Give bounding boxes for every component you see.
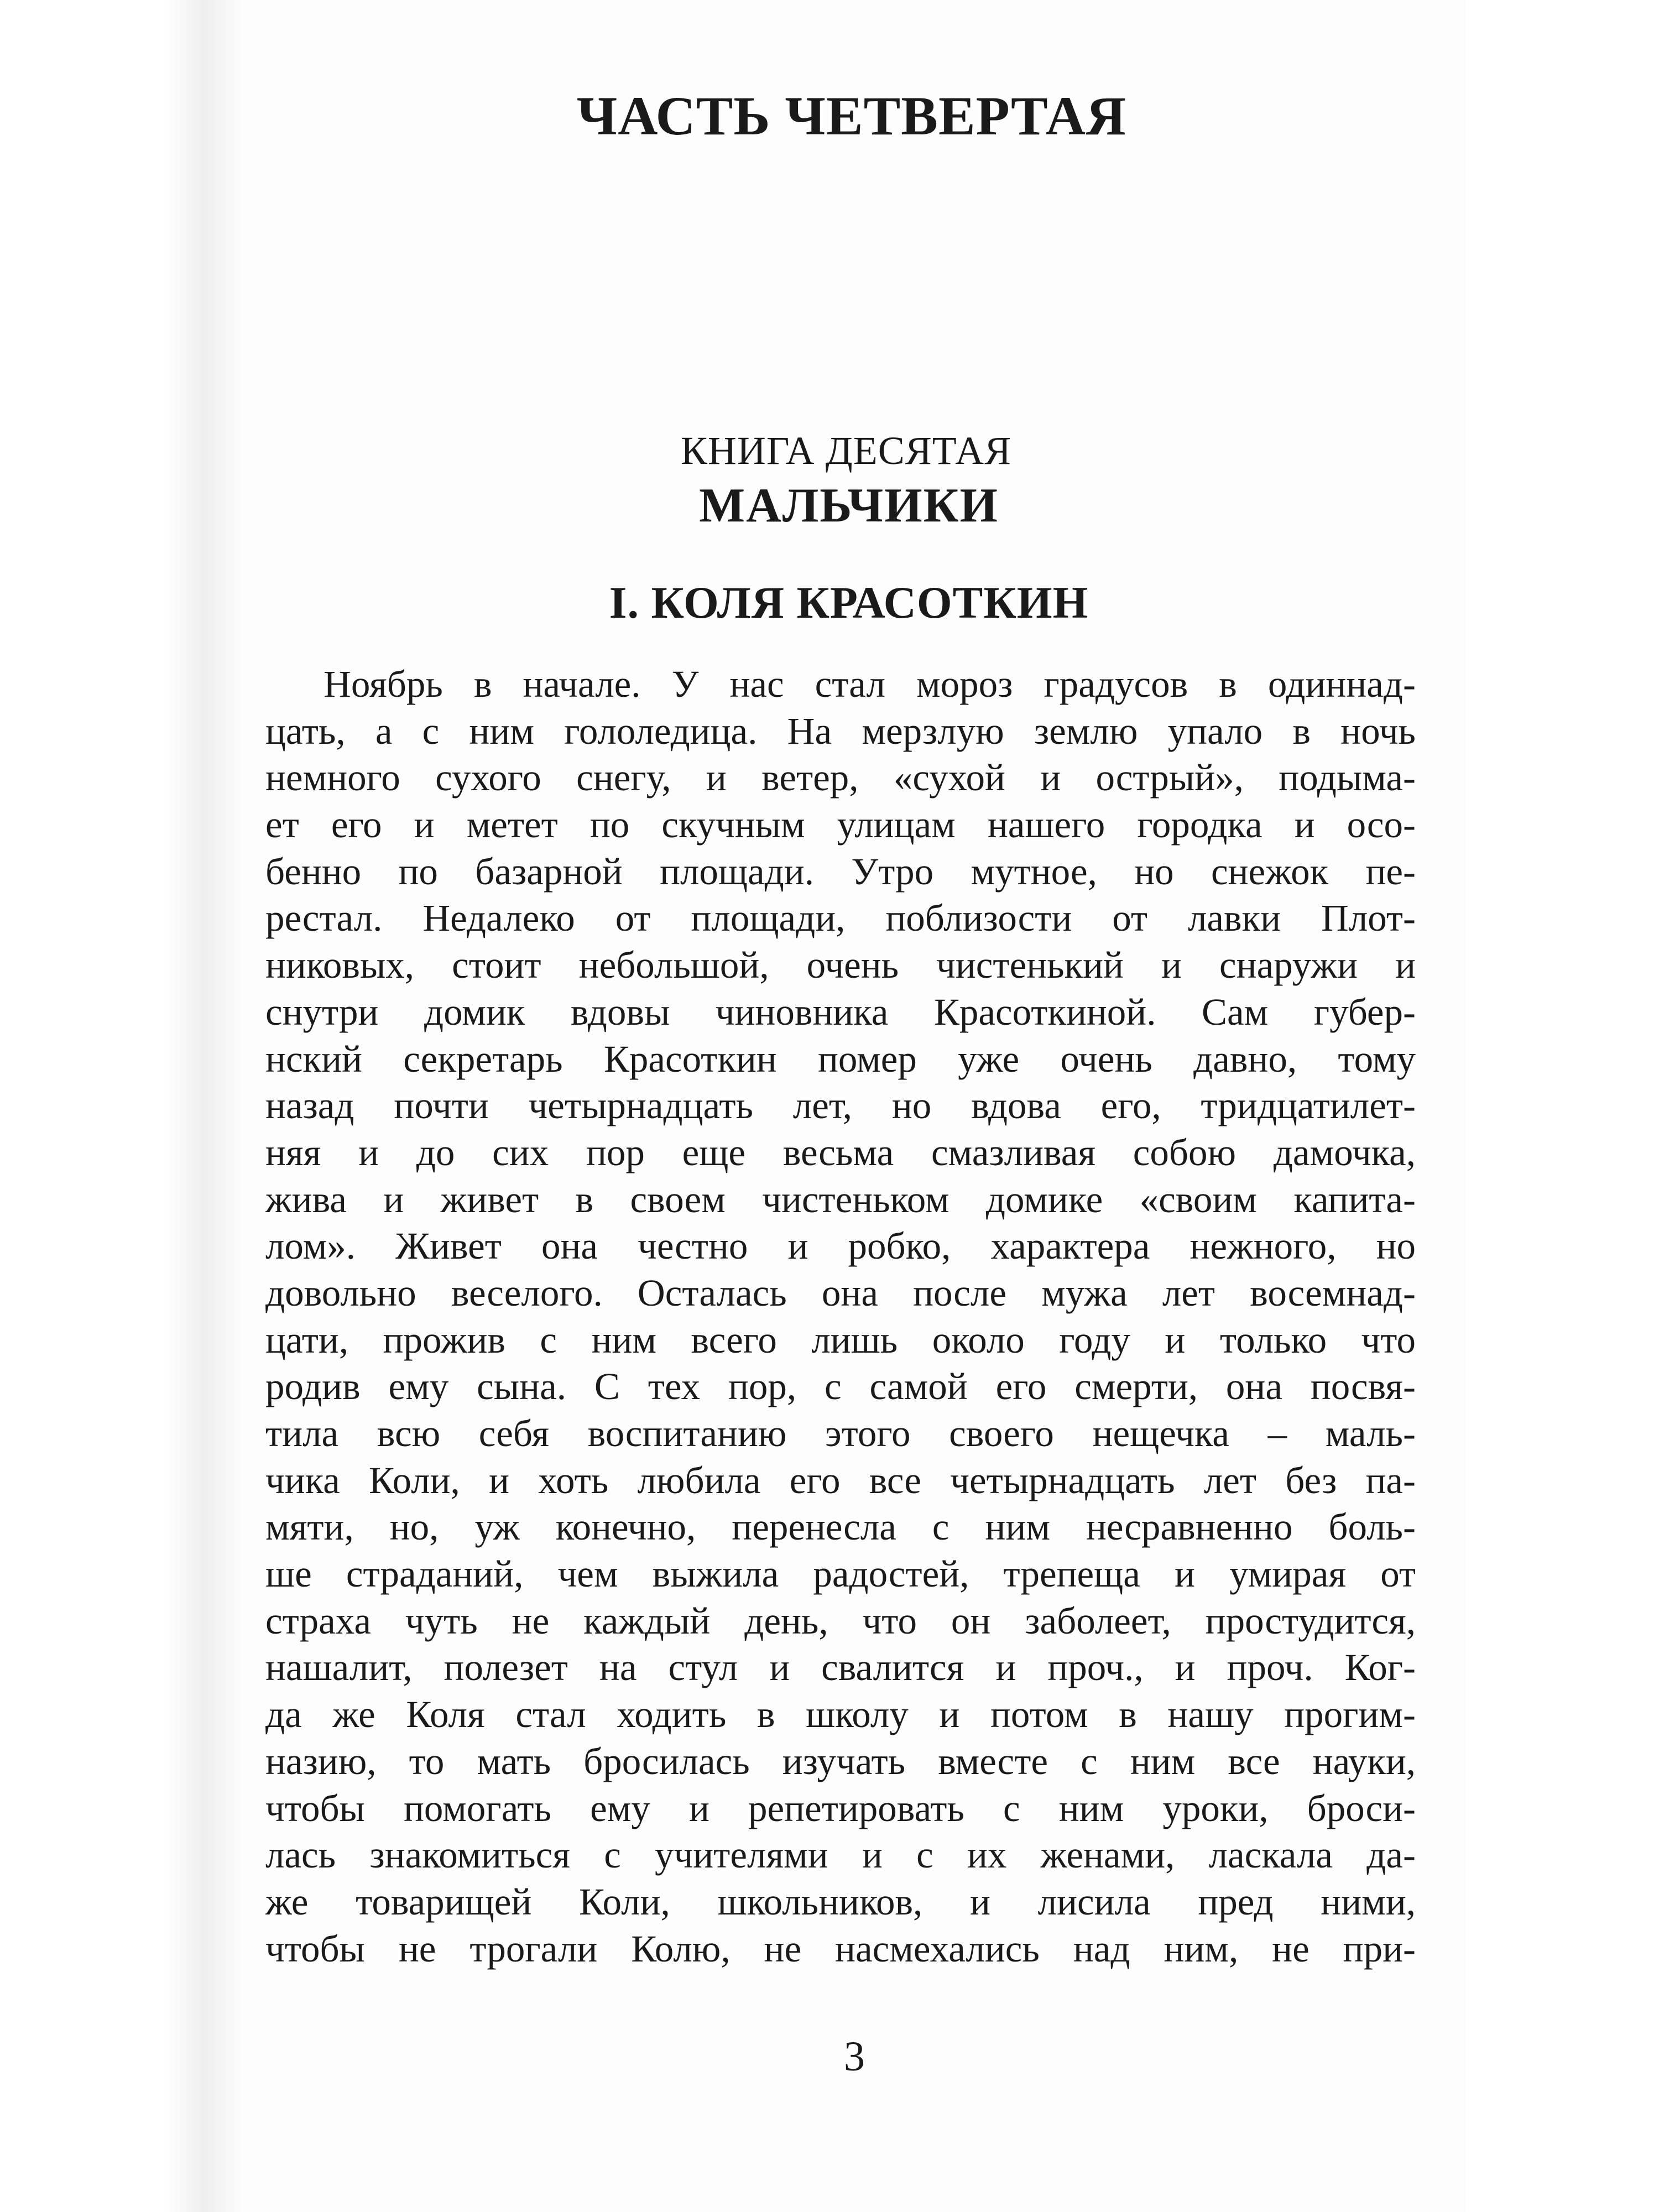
page-number: 3 (844, 2033, 865, 2080)
text-line: цать, а с ним гололедица. На мерзлую землю упало в ночь (265, 709, 1416, 752)
text-line: никовых, стоит небольшой, очень чистенький и снаружи и (265, 944, 1416, 987)
text-line: немного сухого снегу, и ветер, «сухой и острый», подыма- (265, 757, 1416, 799)
text-line: тила всю себя воспитанию этого своего нещечка – маль- (265, 1412, 1416, 1454)
text-line: лась знакомиться с учителями и с их женами, ласкала да- (265, 1834, 1416, 1876)
text-line: нский секретарь Красоткин помер уже очень давно, тому (265, 1037, 1416, 1080)
chapter-title: I. КОЛЯ КРАСОТКИН (609, 577, 1089, 628)
text-line: мяти, но, уж конечно, перенесла с ним несравненно боль- (265, 1506, 1416, 1548)
book-subtitle: МАЛЬЧИКИ (699, 479, 999, 533)
text-line: няя и до сих пор еще весьма смазливая собою дамочка, (265, 1131, 1416, 1173)
text-line: ше страданий, чем выжила радостей, трепеща и умирая от (265, 1553, 1416, 1595)
page-gutter-shadow (166, 0, 243, 2212)
text-line: бенно по базарной площади. Утро мутное, но снежок пе- (265, 850, 1416, 893)
book-title: КНИГА ДЕСЯТАЯ (680, 429, 1012, 473)
text-line: да же Коля стал ходить в школу и потом в нашу прогим- (265, 1693, 1416, 1736)
text-line: назию, то мать бросилась изучать вместе с ним все науки, (265, 1740, 1416, 1782)
text-line: страха чуть не каждый день, что он заболеет, простудится, (265, 1599, 1416, 1642)
text-line: назад почти четырнадцать лет, но вдова его, тридцатилет- (265, 1084, 1416, 1127)
text-line: же товарищей Коли, школьников, и лисила пред ними, (265, 1880, 1416, 1923)
text-line: чтобы помогать ему и репетировать с ним уроки, броси- (265, 1787, 1416, 1829)
text-line: родив ему сына. С тех пор, с самой его смерти, она посвя- (265, 1365, 1416, 1408)
text-line: нашалит, полезет на стул и свалится и проч., и проч. Ког- (265, 1646, 1416, 1689)
text-line: Ноябрь в начале. У нас стал мороз градусов в одиннад- (324, 663, 1416, 705)
text-line: лом». Живет она честно и робко, характера нежного, но (265, 1225, 1416, 1267)
page-content (265, 83, 1416, 1972)
text-line: ет его и метет по скучным улицам нашего городка и осо- (265, 804, 1416, 846)
text-line: чтобы не трогали Колю, не насмехались над ним, не при- (265, 1927, 1416, 1970)
text-line: снутри домик вдовы чиновника Красоткиной. Сам губер- (265, 990, 1416, 1033)
text-line: жива и живет в своем чистеньком домике «своим капита- (265, 1178, 1416, 1220)
text-line: рестал. Недалеко от площади, поблизости от лавки Плот- (265, 897, 1416, 940)
text-line: цати, прожив с ним всего лишь около году и только что (265, 1318, 1416, 1361)
chapter-body-text (265, 661, 1416, 1972)
text-line: чика Коли, и хоть любила его все четырнадцать лет без па- (265, 1459, 1416, 1501)
text-line: довольно веселого. Осталась она после мужа лет восемнад- (265, 1271, 1416, 1314)
part-title: ЧАСТЬ ЧЕТВЕРТАЯ (576, 85, 1127, 147)
